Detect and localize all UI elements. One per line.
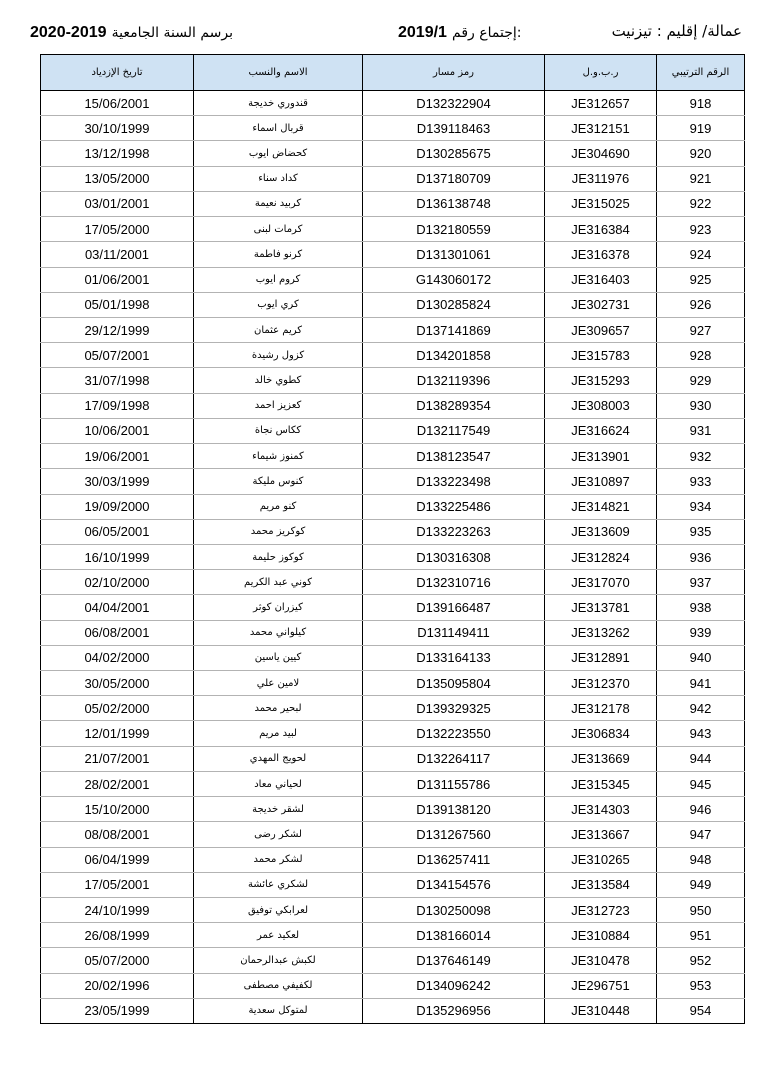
table-row <box>41 519 745 544</box>
birthdate-cell: 04/02/2000 <box>41 645 194 670</box>
rbol-cell: JE313781 <box>545 595 657 620</box>
birthdate-cell: 06/05/2001 <box>41 519 194 544</box>
rbol-cell: JE296751 <box>545 973 657 998</box>
massar-code-cell: D138289354 <box>363 393 545 418</box>
massar-code-cell: D135296956 <box>363 998 545 1023</box>
rbol-cell: JE312151 <box>545 116 657 141</box>
rbol-cell: JE311976 <box>545 166 657 191</box>
massar-code-cell: D136257411 <box>363 847 545 872</box>
table-row <box>41 771 745 796</box>
col-header-rbol: ر.ب.و.ل <box>545 55 657 91</box>
birthdate-cell: 06/04/1999 <box>41 847 194 872</box>
serial-number-cell: 933 <box>657 469 745 494</box>
massar-code-cell: D132180559 <box>363 217 545 242</box>
rbol-cell: JE313901 <box>545 444 657 469</box>
birthdate-cell: 08/08/2001 <box>41 822 194 847</box>
massar-code-cell: D132322904 <box>363 91 545 116</box>
massar-code-cell: D131155786 <box>363 771 545 796</box>
birthdate-cell: 03/01/2001 <box>41 191 194 216</box>
rbol-cell: JE315293 <box>545 368 657 393</box>
rbol-cell: JE315345 <box>545 771 657 796</box>
massar-code-cell: D137180709 <box>363 166 545 191</box>
table-row <box>41 595 745 620</box>
fullname-cell: لبيد مريم <box>194 721 363 746</box>
birthdate-cell: 05/07/2000 <box>41 948 194 973</box>
rbol-cell: JE314821 <box>545 494 657 519</box>
birthdate-cell: 31/07/1998 <box>41 368 194 393</box>
table-row <box>41 242 745 267</box>
table-row <box>41 166 745 191</box>
col-header-massar-code: رمز مسار <box>363 55 545 91</box>
birthdate-cell: 26/08/1999 <box>41 923 194 948</box>
rbol-cell: JE302731 <box>545 292 657 317</box>
fullname-cell: لحويج المهدي <box>194 746 363 771</box>
rbol-cell: JE314303 <box>545 797 657 822</box>
table-row <box>41 116 745 141</box>
massar-code-cell: D130285824 <box>363 292 545 317</box>
fullname-cell: لشكري عائشة <box>194 872 363 897</box>
massar-code-cell: D130285675 <box>363 141 545 166</box>
birthdate-cell: 01/06/2001 <box>41 267 194 292</box>
serial-number-cell: 931 <box>657 418 745 443</box>
fullname-cell: كوكريز محمد <box>194 519 363 544</box>
fullname-cell: كرمات لبنى <box>194 217 363 242</box>
massar-code-cell: D134096242 <box>363 973 545 998</box>
serial-number-cell: 930 <box>657 393 745 418</box>
fullname-cell: لعكيد عمر <box>194 923 363 948</box>
table-row <box>41 141 745 166</box>
table-row <box>41 267 745 292</box>
rbol-cell: JE312657 <box>545 91 657 116</box>
fullname-cell: لامين علي <box>194 671 363 696</box>
table-row <box>41 292 745 317</box>
fullname-cell: كنوس مليكة <box>194 469 363 494</box>
birthdate-cell: 06/08/2001 <box>41 620 194 645</box>
serial-number-cell: 927 <box>657 317 745 342</box>
academic-year <box>30 22 233 42</box>
col-header-birthdate: تاريخ الإزدياد <box>41 55 194 91</box>
massar-code-cell: D132223550 <box>363 721 545 746</box>
massar-code-cell: D130316308 <box>363 544 545 569</box>
massar-code-cell: D133164133 <box>363 645 545 670</box>
table-row <box>41 671 745 696</box>
birthdate-cell: 20/02/1996 <box>41 973 194 998</box>
table-row <box>41 898 745 923</box>
fullname-cell: كروم ايوب <box>194 267 363 292</box>
fullname-cell: كرنو فاطمة <box>194 242 363 267</box>
table-row <box>41 822 745 847</box>
massar-code-cell: D133223263 <box>363 519 545 544</box>
birthdate-cell: 30/05/2000 <box>41 671 194 696</box>
massar-code-cell: D139138120 <box>363 797 545 822</box>
serial-number-cell: 935 <box>657 519 745 544</box>
meeting-label: إجتماع رقم: <box>452 25 522 41</box>
table-row <box>41 544 745 569</box>
rbol-cell: JE312370 <box>545 671 657 696</box>
fullname-cell: كيزران كوثر <box>194 595 363 620</box>
massar-code-cell: G143060172 <box>363 267 545 292</box>
students-table <box>40 54 745 1024</box>
serial-number-cell: 926 <box>657 292 745 317</box>
birthdate-cell: 05/07/2001 <box>41 343 194 368</box>
fullname-cell: لحياني معاد <box>194 771 363 796</box>
birthdate-cell: 10/06/2001 <box>41 418 194 443</box>
fullname-cell: لبحير محمد <box>194 696 363 721</box>
serial-number-cell: 940 <box>657 645 745 670</box>
birthdate-cell: 13/12/1998 <box>41 141 194 166</box>
document-header <box>30 22 742 46</box>
massar-code-cell: D135095804 <box>363 671 545 696</box>
table-row <box>41 948 745 973</box>
massar-code-cell: D136138748 <box>363 191 545 216</box>
fullname-cell: قندوري خديجة <box>194 91 363 116</box>
serial-number-cell: 949 <box>657 872 745 897</box>
fullname-cell: ككاس نجاة <box>194 418 363 443</box>
birthdate-cell: 02/10/2000 <box>41 570 194 595</box>
serial-number-cell: 950 <box>657 898 745 923</box>
birthdate-cell: 15/10/2000 <box>41 797 194 822</box>
table-row <box>41 317 745 342</box>
rbol-cell: JE313584 <box>545 872 657 897</box>
rbol-cell: JE316384 <box>545 217 657 242</box>
serial-number-cell: 948 <box>657 847 745 872</box>
serial-number-cell: 934 <box>657 494 745 519</box>
table-header-row <box>41 55 745 91</box>
birthdate-cell: 12/01/1999 <box>41 721 194 746</box>
fullname-cell: كربيد نعيمة <box>194 191 363 216</box>
table-row <box>41 418 745 443</box>
year-range: 2020-2019 <box>30 24 107 41</box>
rbol-cell: JE312891 <box>545 645 657 670</box>
table-row <box>41 217 745 242</box>
massar-code-cell: D134154576 <box>363 872 545 897</box>
birthdate-cell: 19/06/2001 <box>41 444 194 469</box>
serial-number-cell: 925 <box>657 267 745 292</box>
massar-code-cell: D133225486 <box>363 494 545 519</box>
fullname-cell: كطوي خالد <box>194 368 363 393</box>
massar-code-cell: D131301061 <box>363 242 545 267</box>
serial-number-cell: 928 <box>657 343 745 368</box>
fullname-cell: كوني عبد الكريم <box>194 570 363 595</box>
birthdate-cell: 28/02/2001 <box>41 771 194 796</box>
fullname-cell: كيلواني محمد <box>194 620 363 645</box>
meeting-number: 2019/1 <box>398 24 447 41</box>
serial-number-cell: 947 <box>657 822 745 847</box>
serial-number-cell: 932 <box>657 444 745 469</box>
birthdate-cell: 19/09/2000 <box>41 494 194 519</box>
serial-number-cell: 937 <box>657 570 745 595</box>
rbol-cell: JE312723 <box>545 898 657 923</box>
massar-code-cell: D133223498 <box>363 469 545 494</box>
massar-code-cell: D131267560 <box>363 822 545 847</box>
rbol-cell: JE312178 <box>545 696 657 721</box>
table-row <box>41 570 745 595</box>
fullname-cell: لعرابكي توفيق <box>194 898 363 923</box>
serial-number-cell: 923 <box>657 217 745 242</box>
massar-code-cell: D139166487 <box>363 595 545 620</box>
fullname-cell: كريم عثمان <box>194 317 363 342</box>
serial-number-cell: 921 <box>657 166 745 191</box>
rbol-cell: JE304690 <box>545 141 657 166</box>
fullname-cell: كري ايوب <box>194 292 363 317</box>
fullname-cell: كنو مريم <box>194 494 363 519</box>
table-row <box>41 191 745 216</box>
massar-code-cell: D137646149 <box>363 948 545 973</box>
birthdate-cell: 17/05/2001 <box>41 872 194 897</box>
table-row <box>41 872 745 897</box>
serial-number-cell: 924 <box>657 242 745 267</box>
rbol-cell: JE306834 <box>545 721 657 746</box>
table-row <box>41 998 745 1023</box>
serial-number-cell: 941 <box>657 671 745 696</box>
serial-number-cell: 919 <box>657 116 745 141</box>
massar-code-cell: D137141869 <box>363 317 545 342</box>
birthdate-cell: 23/05/1999 <box>41 998 194 1023</box>
meeting-info <box>398 22 521 42</box>
birthdate-cell: 05/02/2000 <box>41 696 194 721</box>
massar-code-cell: D139118463 <box>363 116 545 141</box>
serial-number-cell: 938 <box>657 595 745 620</box>
fullname-cell: كداد سناء <box>194 166 363 191</box>
fullname-cell: لكفيفي مصطفى <box>194 973 363 998</box>
serial-number-cell: 954 <box>657 998 745 1023</box>
rbol-cell: JE310897 <box>545 469 657 494</box>
fullname-cell: قربال اسماء <box>194 116 363 141</box>
year-label: برسم السنة الجامعية <box>111 25 233 41</box>
rbol-cell: JE310448 <box>545 998 657 1023</box>
massar-code-cell: D130250098 <box>363 898 545 923</box>
table-row <box>41 469 745 494</box>
serial-number-cell: 929 <box>657 368 745 393</box>
table-row <box>41 91 745 116</box>
rbol-cell: JE308003 <box>545 393 657 418</box>
serial-number-cell: 945 <box>657 771 745 796</box>
table-row <box>41 494 745 519</box>
fullname-cell: كيين ياسين <box>194 645 363 670</box>
rbol-cell: JE313609 <box>545 519 657 544</box>
rbol-cell: JE309657 <box>545 317 657 342</box>
serial-number-cell: 951 <box>657 923 745 948</box>
rbol-cell: JE310884 <box>545 923 657 948</box>
birthdate-cell: 16/10/1999 <box>41 544 194 569</box>
massar-code-cell: D139329325 <box>363 696 545 721</box>
birthdate-cell: 30/03/1999 <box>41 469 194 494</box>
serial-number-cell: 918 <box>657 91 745 116</box>
rbol-cell: JE317070 <box>545 570 657 595</box>
col-header-serial-number: الرقم الترتيبي <box>657 55 745 91</box>
birthdate-cell: 04/04/2001 <box>41 595 194 620</box>
birthdate-cell: 13/05/2000 <box>41 166 194 191</box>
birthdate-cell: 17/09/1998 <box>41 393 194 418</box>
table-body <box>41 91 745 1024</box>
birthdate-cell: 17/05/2000 <box>41 217 194 242</box>
table-row <box>41 620 745 645</box>
birthdate-cell: 30/10/1999 <box>41 116 194 141</box>
serial-number-cell: 942 <box>657 696 745 721</box>
fullname-cell: كحضاض ايوب <box>194 141 363 166</box>
rbol-cell: JE316624 <box>545 418 657 443</box>
serial-number-cell: 936 <box>657 544 745 569</box>
rbol-cell: JE312824 <box>545 544 657 569</box>
serial-number-cell: 946 <box>657 797 745 822</box>
table-row <box>41 973 745 998</box>
massar-code-cell: D132117549 <box>363 418 545 443</box>
massar-code-cell: D132264117 <box>363 746 545 771</box>
massar-code-cell: D132310716 <box>363 570 545 595</box>
fullname-cell: كوكوز حليمة <box>194 544 363 569</box>
rbol-cell: JE313667 <box>545 822 657 847</box>
rbol-cell: JE316378 <box>545 242 657 267</box>
massar-code-cell: D131149411 <box>363 620 545 645</box>
fullname-cell: كزول رشيدة <box>194 343 363 368</box>
table-row <box>41 847 745 872</box>
rbol-cell: JE313669 <box>545 746 657 771</box>
fullname-cell: كمنوز شيماء <box>194 444 363 469</box>
col-header-fullname: الاسم والنسب <box>194 55 363 91</box>
birthdate-cell: 03/11/2001 <box>41 242 194 267</box>
fullname-cell: لكبش عبدالرحمان <box>194 948 363 973</box>
serial-number-cell: 939 <box>657 620 745 645</box>
table-row <box>41 696 745 721</box>
fullname-cell: لشكر محمد <box>194 847 363 872</box>
table-row <box>41 797 745 822</box>
birthdate-cell: 29/12/1999 <box>41 317 194 342</box>
serial-number-cell: 922 <box>657 191 745 216</box>
rbol-cell: JE316403 <box>545 267 657 292</box>
rbol-cell: JE310265 <box>545 847 657 872</box>
table-row <box>41 444 745 469</box>
massar-code-cell: D138166014 <box>363 923 545 948</box>
serial-number-cell: 944 <box>657 746 745 771</box>
birthdate-cell: 24/10/1999 <box>41 898 194 923</box>
serial-number-cell: 943 <box>657 721 745 746</box>
rbol-cell: JE310478 <box>545 948 657 973</box>
table-row <box>41 368 745 393</box>
fullname-cell: لشكر رضى <box>194 822 363 847</box>
table-row <box>41 343 745 368</box>
table-row <box>41 923 745 948</box>
massar-code-cell: D138123547 <box>363 444 545 469</box>
massar-code-cell: D134201858 <box>363 343 545 368</box>
rbol-cell: JE315783 <box>545 343 657 368</box>
birthdate-cell: 05/01/1998 <box>41 292 194 317</box>
table-row <box>41 721 745 746</box>
serial-number-cell: 952 <box>657 948 745 973</box>
massar-code-cell: D132119396 <box>363 368 545 393</box>
table-row <box>41 746 745 771</box>
rbol-cell: JE313262 <box>545 620 657 645</box>
birthdate-cell: 21/07/2001 <box>41 746 194 771</box>
serial-number-cell: 920 <box>657 141 745 166</box>
fullname-cell: كعزيز احمد <box>194 393 363 418</box>
fullname-cell: لمتوكل سعدية <box>194 998 363 1023</box>
birthdate-cell: 15/06/2001 <box>41 91 194 116</box>
region-label: عمالة/ إقليم : تيزنيت <box>611 22 742 40</box>
table-row <box>41 645 745 670</box>
rbol-cell: JE315025 <box>545 191 657 216</box>
table-row <box>41 393 745 418</box>
fullname-cell: لشقر خديجة <box>194 797 363 822</box>
serial-number-cell: 953 <box>657 973 745 998</box>
